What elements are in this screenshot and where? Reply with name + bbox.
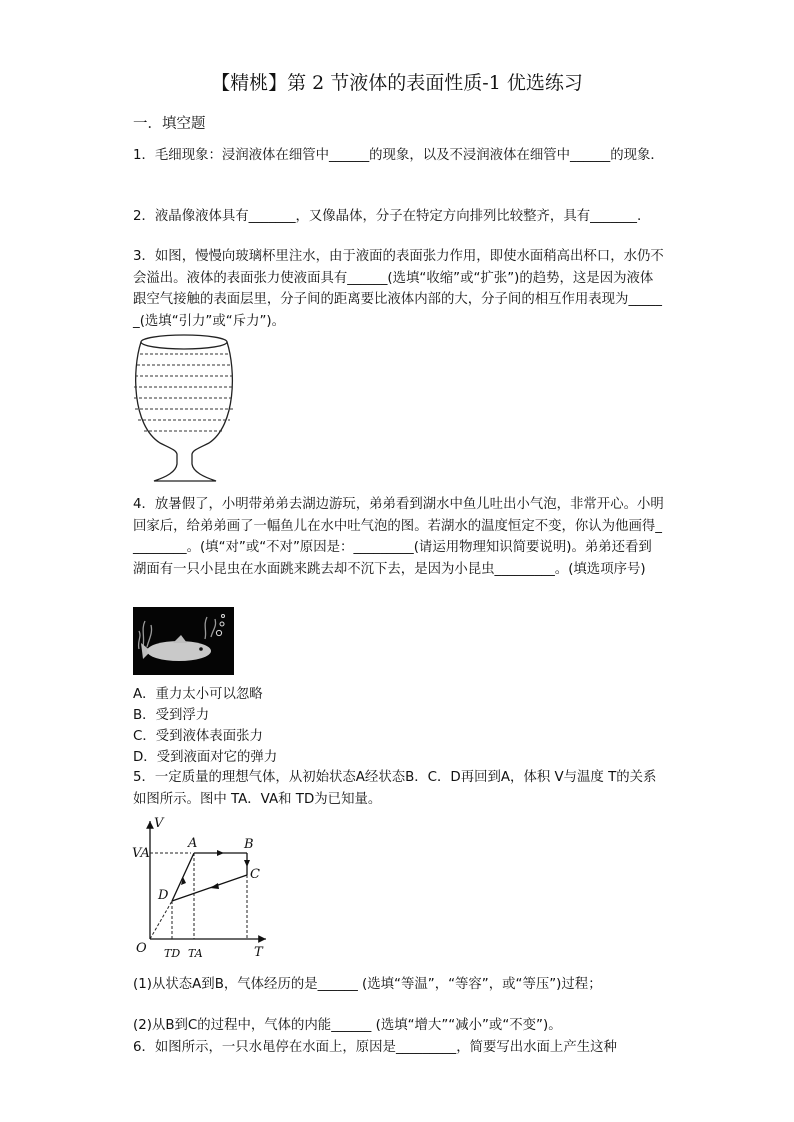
question-5: 5．一定质量的理想气体，从初始状态A经状态B．C．D再回到A，体积 V与温度 T的关系如图所示。图中 TA．VA和 TD为已知量。 [133, 770, 657, 807]
td-label: TD [164, 947, 181, 960]
question-6: 6．如图所示，一只水黾停在水面上，原因是_________，简要写出水面上产生这种 [133, 1040, 617, 1055]
fish-bubbles-illustration [133, 607, 234, 675]
question-1: 1．毛细现象：浸润液体在细管中______的现象，以及不浸润液体在细管中______的现象． [133, 148, 664, 163]
page-title: 【精桃】第 2 节液体的表面性质-1 优选练习 [211, 72, 583, 94]
option-d: D．受到液面对它的弹力 [133, 750, 278, 765]
question-3: 3．如图，慢慢向玻璃杯里注水，由于液面的表面张力作用，即使水面稍高出杯口，水仍不会溢出。液体的表面张力使液面具有______(选填“收缩”或“扩张”)的趋势，这是因为液体跟空气接触的表面层里，分子间的距离要比液体内部的大，分子间的相互作用表现为______(选填“引力”或“斥力”)。 [133, 249, 664, 329]
option-c: C．受到液体表面张力 [133, 729, 263, 744]
point-d-label: D [158, 888, 169, 903]
question-4: 4．放暑假了，小明带弟弟去湖边游玩，弟弟看到湖水中鱼儿吐出小气泡，非常开心。小明回家后，给弟弟画了一幅鱼儿在水中吐气泡的图。若湖水的温度恒定不变，你认为他画得_________。(填“对”或“不对”原因是：_________(请运用物理知识简要说明)。弟弟还看到湖面有一只小昆虫在水面跳来跳去却不沉下去，是因为小昆虫_________。(填选项序号) [133, 497, 664, 577]
option-b: B．受到浮力 [133, 708, 210, 723]
question-5-part-1: (1)从状态A到B，气体经历的是______ (选填“等温”，“等容”，或“等压”)过程； [133, 977, 602, 992]
origin-label: O [136, 941, 147, 956]
v-axis-label: V [154, 816, 164, 831]
t-axis-label: T [254, 945, 263, 960]
point-a-label: A [188, 836, 198, 851]
option-a: A．重力太小可以忽略 [133, 687, 263, 702]
va-label: VA [132, 846, 150, 861]
question-2: 2．液晶像液体具有_______，又像晶体，分子在特定方向排列比较整齐，具有_______. [133, 209, 642, 224]
question-5-part-2: (2)从B到C的过程中，气体的内能______ (选填“增大”“减小”或“不变”)。 [133, 1018, 562, 1033]
ta-label: TA [188, 947, 203, 960]
wine-glass-illustration [130, 330, 242, 490]
point-c-label: C [250, 867, 260, 882]
vt-graph [128, 815, 278, 965]
section-heading: 一．填空题 [133, 116, 206, 132]
point-b-label: B [244, 837, 254, 852]
